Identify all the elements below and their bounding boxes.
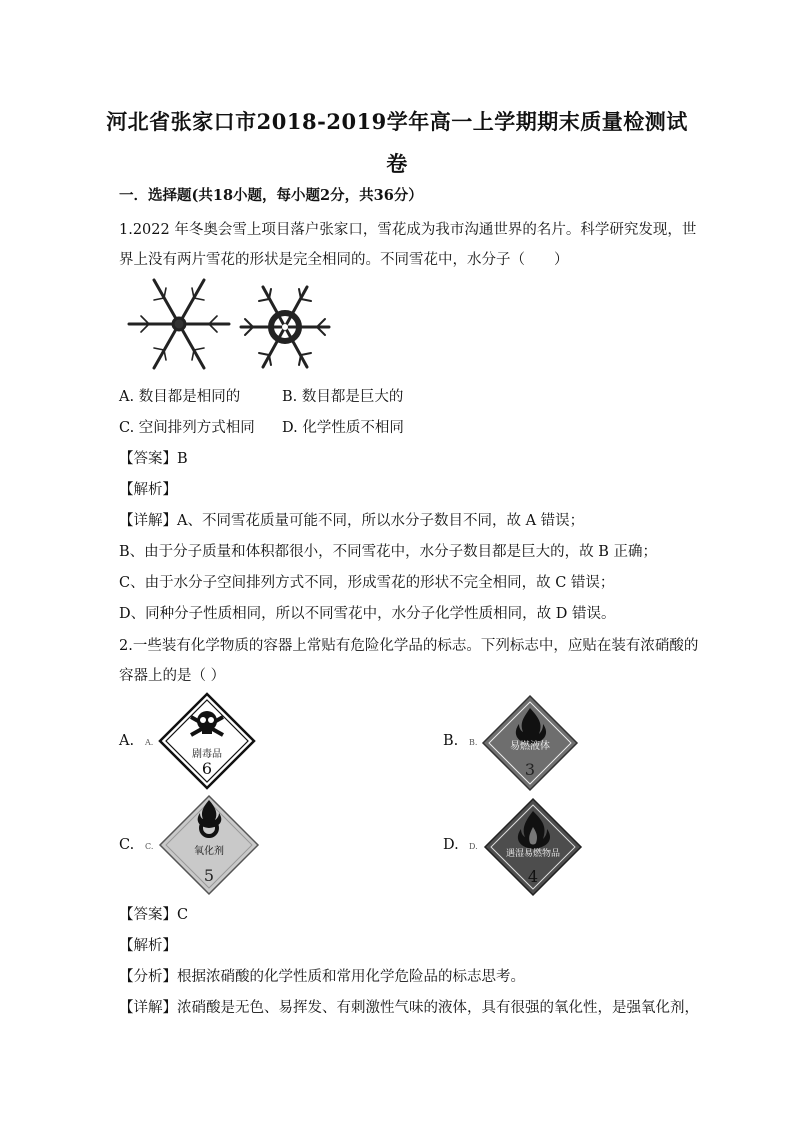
q1-option-d: D. 化学性质不相同: [282, 420, 404, 436]
q2-option-c-letter: C.: [119, 837, 135, 853]
snowflake-image-2: [236, 281, 334, 373]
q1-answer: 【答案】B: [119, 451, 188, 467]
q2-option-d-small-letter: D.: [469, 842, 478, 851]
q1-detail-c: C、由于水分子空间排列方式不同，形成雪花的形状不完全相同，故 C 错误；: [119, 575, 615, 591]
toxic-sign-number: 6: [201, 759, 213, 778]
q2-answer: 【答案】C: [119, 907, 189, 923]
flammable-liquid-number: 3: [524, 760, 536, 779]
q1-detail-a: 【详解】A、不同雪花质量可能不同，所以水分子数目不同，故 A 错误；: [119, 513, 585, 529]
q1-analysis: 【解析】: [119, 482, 177, 498]
q2-stem-line1: 2.一些装有化学物质的容器上常贴有危险化学品的标志。下列标志中，应贴在装有浓硝酸的: [119, 638, 699, 654]
q2-option-a-letter: A.: [119, 733, 135, 749]
q2-analysis: 【解析】: [119, 938, 177, 954]
oxidizer-label: 氧化剂: [194, 846, 224, 857]
snowflake-image-1: [125, 277, 233, 372]
dangerous-when-wet-number: 4: [527, 867, 539, 886]
q1-detail-b: B、由于分子质量和体积都很小，不同雪花中，水分子数目都是巨大的，故 B 正确；: [119, 544, 658, 560]
q2-option-d-letter: D.: [443, 837, 459, 853]
q1-detail-d: D、同种分子性质相同，所以不同雪花中，水分子化学性质相同，故 D 错误。: [119, 606, 616, 622]
q1-option-b: B. 数目都是巨大的: [282, 389, 404, 405]
q1-stem-line2: 界上没有两片雪花的形状是完全相同的。不同雪花中，水分子（ ）: [119, 252, 569, 268]
q2-option-a-small-letter: A.: [145, 738, 154, 747]
oxidizer-sign: [158, 794, 260, 896]
flammable-liquid-sign: [481, 694, 579, 792]
q2-option-c-small-letter: C.: [145, 842, 154, 851]
dangerous-when-wet-label: 遇湿易燃物品: [505, 849, 560, 859]
q1-option-c: C. 空间排列方式相同: [119, 420, 255, 436]
document-title-line2: 卷: [386, 151, 408, 176]
q1-stem-line1: 1.2022 年冬奥会雪上项目落户张家口，雪花成为我市沟通世界的名片。科学研究发现，世: [119, 222, 697, 238]
q2-option-b-small-letter: B.: [469, 738, 478, 747]
toxic-sign-label: 剧毒品: [192, 749, 222, 760]
q2-option-b-letter: B.: [443, 733, 459, 749]
q2-fenxi: 【分析】根据浓硝酸的化学性质和常用化学危险品的标志思考。: [119, 969, 525, 985]
q2-detail: 【详解】浓硝酸是无色、易挥发、有刺激性气味的液体，具有很强的氧化性，是强氧化剂，: [119, 1000, 699, 1016]
section-heading: 一．选择题(共18小题，每小题2分，共36分）: [119, 187, 423, 204]
flammable-liquid-label: 易燃液体: [510, 741, 550, 752]
document-title-line1: 河北省张家口市2018-2019学年高一上学期期末质量检测试: [106, 109, 688, 134]
q1-option-a: A. 数目都是相同的: [119, 389, 241, 405]
oxidizer-number: 5: [203, 866, 215, 885]
q2-stem-line2: 容器上的是（ ）: [119, 668, 226, 684]
toxic-hazard-sign: [157, 691, 257, 791]
dangerous-when-wet-sign: [483, 797, 583, 897]
